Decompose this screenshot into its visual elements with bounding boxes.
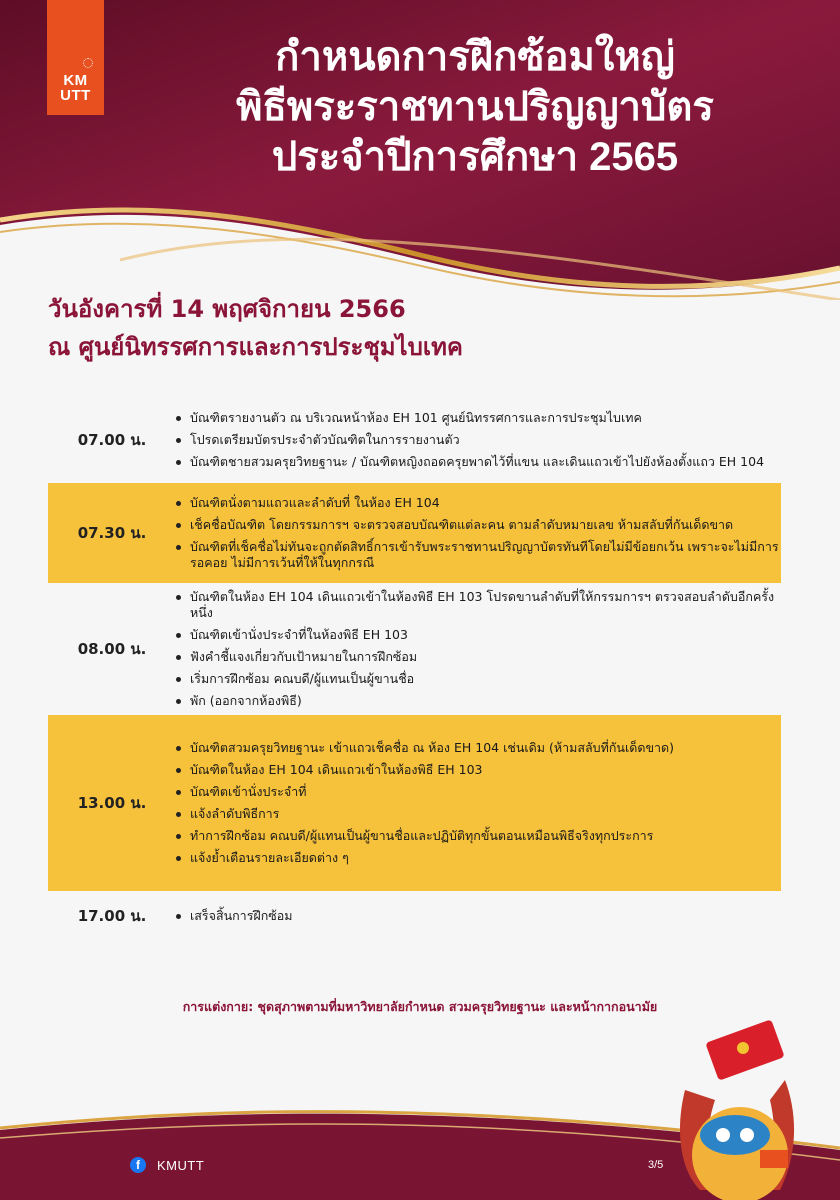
page-title <box>150 32 800 182</box>
schedule-item: ฟังคำชี้แจงเกี่ยวกับเป้าหมายในการฝึกซ้อม <box>176 649 781 665</box>
schedule-time: 07.00 น. <box>77 431 147 449</box>
schedule-item: บัณฑิตในห้อง EH 104 เดินแถวเข้าในห้องพิธี EH 103 <box>176 762 781 778</box>
schedule-row <box>48 891 781 941</box>
venue-line: ณ ศูนย์นิทรรศการและการประชุมไบเทค <box>48 333 463 361</box>
logo-text-top: KM <box>63 72 88 89</box>
schedule-item: บัณฑิตในห้อง EH 104 เดินแถวเข้าในห้องพิธี EH 103 โปรดขานลำดับที่ให้กรรมการฯ ตรวจสอบลำดับอีกครั้งหนึ่ง <box>176 589 781 621</box>
schedule-item: บัณฑิตนั่งตามแถวและลำดับที่ ในห้อง EH 104 <box>176 495 781 511</box>
schedule-item: โปรดเตรียมบัตรประจำตัวบัณฑิตในการรายงานตัว <box>176 432 781 448</box>
schedule-item: บัณฑิตชายสวมครุยวิทยฐานะ / บัณฑิตหญิงถอดครุยพาดไว้ที่แขน และเดินแถวเข้าไปยังห้องตั้งแถว EH 104 <box>176 454 781 470</box>
page-number: 3/5 <box>648 1159 664 1171</box>
schedule-item: บัณฑิตสวมครุยวิทยฐานะ เข้าแถวเช็คชื่อ ณ ห้อง EH 104 เช่นเดิม (ห้ามสลับที่กันเด็ดขาด) <box>176 740 781 756</box>
schedule-time: 13.00 น. <box>77 794 147 812</box>
schedule-item: ทำการฝึกซ้อม คณบดี/ผู้แทนเป็นผู้ขานชื่อและปฏิบัติทุกขั้นตอนเหมือนพิธีจริงทุกประการ <box>176 828 781 844</box>
mascot-illustration <box>665 1020 805 1200</box>
schedule-time: 08.00 น. <box>77 640 147 658</box>
schedule-row <box>48 483 781 583</box>
schedule-item: บัณฑิตรายงานตัว ณ บริเวณหน้าห้อง EH 101 ศูนย์นิทรรศการและการประชุมไบเทค <box>176 410 781 426</box>
schedule-items <box>176 577 781 721</box>
schedule-items <box>176 398 781 482</box>
schedule-row <box>48 715 781 891</box>
facebook-icon[interactable]: f <box>130 1157 146 1173</box>
date-line: วันอังคารที่ 14 พฤศจิกายน 2566 <box>48 295 406 323</box>
schedule-item: บัณฑิตที่เช็คชื่อไม่ทันจะถูกตัดสิทธิ์การเข้ารับพระราชทานปริญญาบัตรทันทีโดยไม่มีข้อยกเว้น เพราะจะไม่มีการรอคอย ไม่มีการเว้นที่ให้ในทุกกรณี <box>176 539 781 571</box>
schedule-item: บัณฑิตเข้านั่งประจำที่ <box>176 784 781 800</box>
schedule-items <box>176 483 781 583</box>
schedule-items <box>176 896 781 936</box>
title-line-1: กำหนดการฝึกซ้อมใหญ่ <box>275 35 675 79</box>
title-line-2: พิธีพระราชทานปริญญาบัตร <box>236 85 714 129</box>
schedule-item: เสร็จสิ้นการฝึกซ้อม <box>176 908 781 924</box>
date-venue <box>48 290 808 366</box>
schedule-items <box>176 728 781 878</box>
schedule-item: บัณฑิตเข้านั่งประจำที่ในห้องพิธี EH 103 <box>176 627 781 643</box>
logo-sparkle-icon <box>83 58 93 68</box>
schedule-item: แจ้งลำดับพิธีการ <box>176 806 781 822</box>
schedule-item: แจ้งย้ำเตือนรายละเอียดต่าง ๆ <box>176 850 781 866</box>
schedule-item: เช็คชื่อบัณฑิต โดยกรรมการฯ จะตรวจสอบบัณฑิตแต่ละคน ตามลำดับหมายเลข ห้ามสลับที่กันเด็ดขาด <box>176 517 781 533</box>
schedule-item: พัก (ออกจากห้องพิธี) <box>176 693 781 709</box>
kmutt-logo <box>47 0 104 115</box>
schedule-item: เริ่มการฝึกซ้อม คณบดี/ผู้แทนเป็นผู้ขานชื่อ <box>176 671 781 687</box>
schedule-row <box>48 583 781 715</box>
schedule-table <box>48 397 781 941</box>
title-line-3: ประจำปีการศึกษา 2565 <box>271 135 679 179</box>
schedule-time: 07.30 น. <box>77 524 147 542</box>
attire-note: การแต่งกาย: ชุดสุภาพตามที่มหาวิทยาลัยกำหนด สวมครุยวิทยฐานะ และหน้ากากอนามัย <box>182 999 658 1014</box>
schedule-time: 17.00 น. <box>77 907 147 925</box>
logo-text-bottom: UTT <box>60 87 91 104</box>
schedule-row <box>48 397 781 483</box>
facebook-label[interactable]: KMUTT <box>157 1158 205 1173</box>
